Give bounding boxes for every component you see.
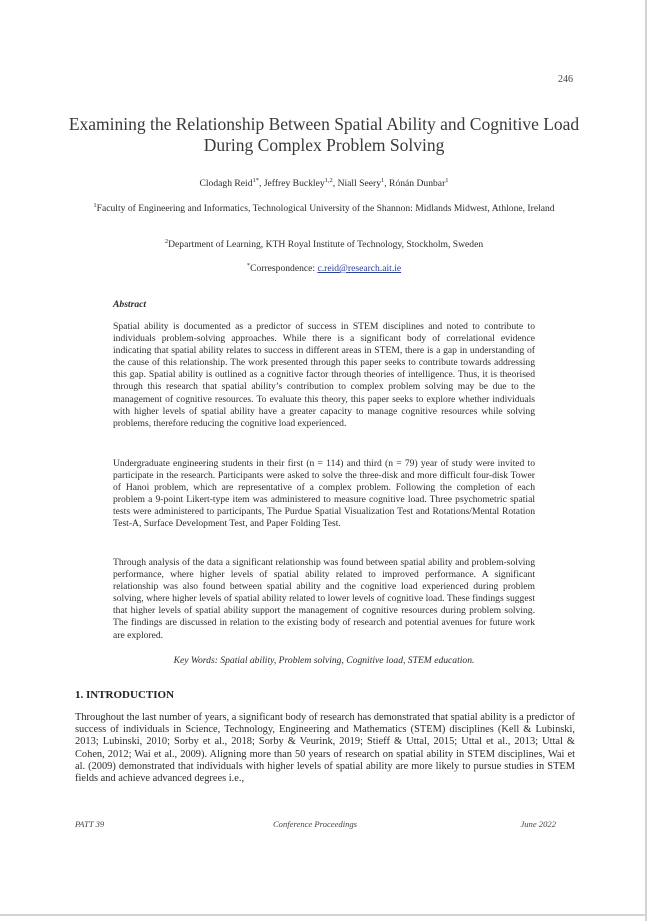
author-name: Rónán Dunbar [389, 178, 446, 189]
correspondence [62, 263, 586, 275]
paper-title [62, 114, 586, 156]
abstract-paragraph: Through analysis of the data a significant relationship was found between spatial ability and problem-solving performance, where higher levels of spatial ability related to improved performance. A significant relationship was also found between spatial ability and the cognitive load experienced during problem solving, where higher levels of spatial ability related to lower levels of cognitive load. These findings suggest that higher levels of spatial ability support the management of cognitive resources during problem solving. The findings are discussed in relation to the existing body of research and potential avenues for future work are explored. [113, 557, 535, 641]
abstract-heading: Abstract [113, 299, 147, 310]
page-edge-right [645, 0, 647, 921]
author-list: Clodagh Reid$^{1*}$, Jeffrey Buckley$^{1,2}$, Niall Seery$^1$, Rónán Dunbar$^1$ [199, 176, 449, 189]
intro-paragraph: Throughout the last number of years, a significant body of research has demonstrated that spatial ability is a predictor of success of individuals in Science, Technology, Engineering and Mathematics (STEM) disciplines (Kell & Lubinski, 2013; Lubinski, 2010; Sorby et al., 2018; Sorby & Veurink, 2019; Stieff & Uttal, 2015; Uttal et al., 2013; Uttal & Cohen, 2012; Wai et al., 2009). Aligning more than 50 years of research on spatial ability in STEM disciplines, Wai et al. (2009) demonstrated that individuals with higher levels of spatial ability are more likely to pursue studies in STEM fields and achieve advanced degrees i.e., [75, 712, 575, 785]
correspondence-email-link[interactable]: c.reid@research.ait.ie [317, 263, 402, 274]
author-sup: 1 [381, 176, 385, 184]
affiliation-2 [62, 239, 586, 251]
affiliation-text: Faculty of Engineering and Informatics, Technological University of the Shannon: Midlands Midwest, Athlone, Ireland [96, 203, 555, 214]
author-name: Clodagh Reid [199, 178, 253, 189]
footer-right: June 2022 [520, 819, 556, 829]
affiliation-sup: 2 [164, 237, 169, 245]
affiliation-sup: 1 [93, 201, 97, 209]
footer-left: PATT 39 [75, 819, 105, 829]
author-sup: 1* [252, 176, 260, 184]
author-sup: 1 [445, 176, 449, 184]
author-name: Jeffrey Buckley [263, 178, 325, 189]
section-heading: 1. INTRODUCTION [75, 689, 175, 701]
abstract-paragraph: Undergraduate engineering students in their first (n = 114) and third (n = 79) year of study were invited to participate in the research. Participants were asked to solve the three-disk and more difficult four-disk Tower of Hanoi problem, which are representative of a complex problem. Following the completion of each problem a 9-point Likert-type item was administered to measure cognitive load. Three psychometric spatial tests were administered to participants, The Purdue Spatial Visualization Test and Rotations/Mental Rotation Test-A, Surface Development Test, and Paper Folding Test. [113, 458, 535, 530]
author-sup: 1,2 [324, 176, 333, 184]
correspondence-sup: * [246, 261, 251, 269]
affiliation-1 [74, 203, 574, 215]
title-line-2: During Complex Problem Solving [203, 135, 445, 155]
correspondence-label: Correspondence: [250, 263, 318, 274]
page-edge-bottom [0, 914, 647, 916]
title-line-1: Examining the Relationship Between Spatial Ability and Cognitive Load [68, 114, 580, 134]
keywords: Key Words: Spatial ability, Problem solving, Cognitive load, STEM education. [173, 655, 475, 666]
footer-center: Conference Proceedings [272, 819, 358, 829]
abstract-paragraph: Spatial ability is documented as a predictor of success in STEM disciplines and noted to contribute to individuals problem-solving approaches. While there is a significant body of correlational evidence indicating that spatial ability relates to success in different areas in STEM, there is a gap in understanding of the cause of this relationship. The work presented through this paper seeks to contribute towards addressing this gap. Spatial ability is outlined as a cognitive factor through theories of intelligence. Thus, it is theorised through this research that spatial ability’s contribution to complex problem solving may be due to the management of cognitive resources. To evaluate this theory, this paper seeks to explore whether individuals with higher levels of spatial ability have a greater capacity to manage cognitive resources while solving problems, therefore reducing the cognitive load experienced. [113, 321, 535, 429]
affiliation-text: Department of Learning, KTH Royal Institute of Technology, Stockholm, Sweden [168, 239, 484, 250]
author-name: Niall Seery [337, 178, 381, 189]
page-number: 246 [558, 74, 573, 85]
